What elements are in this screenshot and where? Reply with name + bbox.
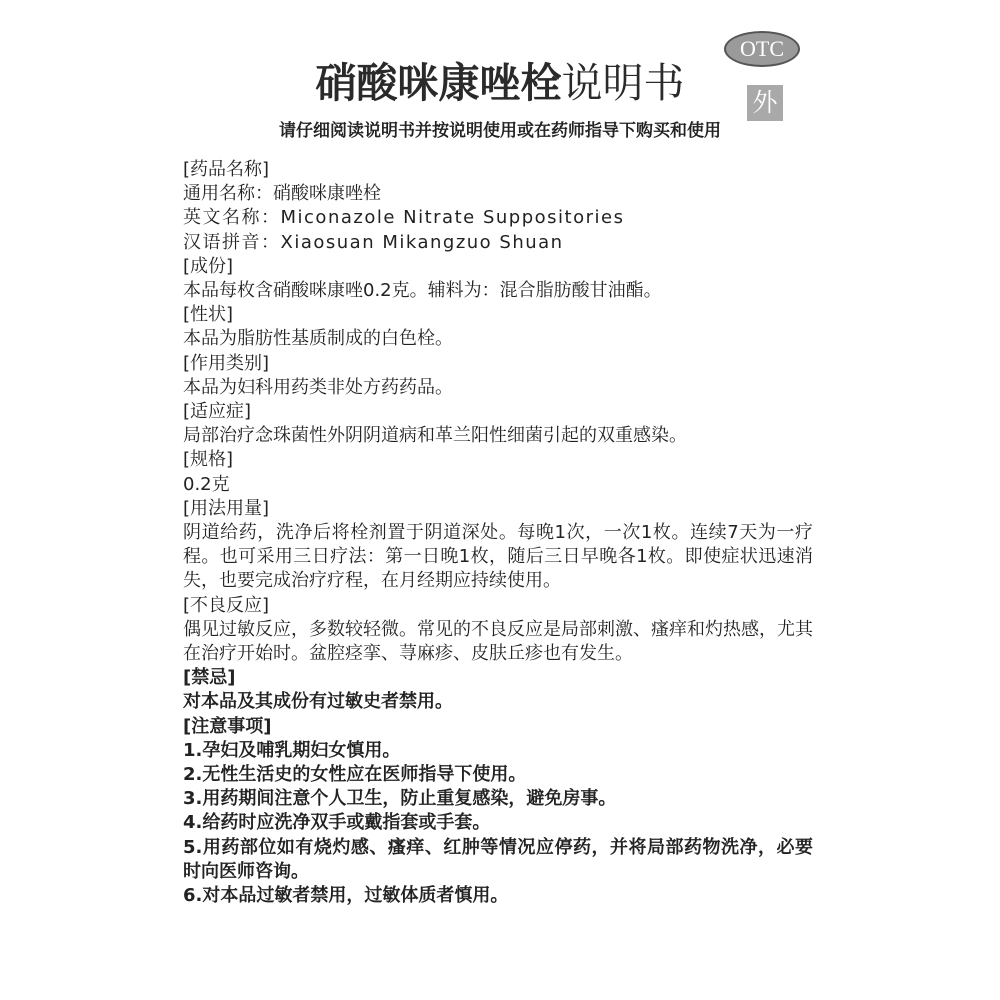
precaution-item: 5.用药部位如有烧灼感、瘙痒、红肿等情况应停药，并将局部药物洗净，必要时向医师咨询。 (183, 836, 813, 882)
subtitle-notice: 请仔细阅读说明书并按说明使用或在药师指导下购买和使用 (279, 121, 721, 141)
section-heading-ingredients: [成份] (183, 255, 234, 277)
generic-name: 通用名称：硝酸咪康唑栓 (183, 183, 381, 205)
section-heading-adverse-reactions: [不良反应] (183, 594, 270, 616)
title-drug-name: 硝酸咪康唑栓 (315, 59, 562, 107)
description-text: 本品为脂肪性基质制成的白色栓。 (183, 328, 453, 350)
precaution-item: 2.无性生活史的女性应在医师指导下使用。 (183, 764, 527, 786)
section-heading-indications: [适应症] (183, 401, 252, 423)
english-name: 英文名称：Miconazole Nitrate Suppositories (183, 207, 625, 229)
external-use-badge: 外 (747, 85, 783, 121)
dosage-text: 阴道给药，洗净后将栓剂置于阴道深处。每晚1次，一次1枚。连续7天为一疗程。也可采用三日疗法：第一日晚1枚，随后三日早晚各1枚。即使症状迅速消失，也要完成治疗疗程，在月经期应持续使用。 (183, 522, 813, 592)
section-heading-precautions: [注意事项] (183, 715, 272, 737)
section-heading-dosage: [用法用量] (183, 497, 270, 519)
pinyin-name: 汉语拼音：Xiaosuan Mikangzuo Shuan (183, 231, 564, 253)
precaution-item: 4.给药时应洗净双手或戴指套或手套。 (183, 812, 491, 834)
section-heading-drug-name: [药品名称] (183, 159, 270, 180)
precaution-item: 6.对本品过敏者禁用，过敏体质者慎用。 (183, 885, 509, 907)
section-heading-contraindications: [禁忌] (183, 667, 236, 689)
section-heading-description: [性状] (183, 304, 234, 326)
contraindications-text: 对本品及其成份有过敏史者禁用。 (183, 691, 453, 713)
adverse-reactions-text: 偶见过敏反应，多数较轻微。常见的不良反应是局部刺激、瘙痒和灼热感，尤其在治疗开始时。盆腔痉挛、荨麻疹、皮肤丘疹也有发生。 (183, 618, 813, 665)
title-leaflet: 说明书 (561, 59, 685, 107)
document-title (0, 58, 1000, 108)
specification-text: 0.2克 (183, 473, 230, 495)
ingredients-text: 本品每枚含硝酸咪康唑0.2克。辅料为：混合脂肪酸甘油酯。 (183, 280, 662, 302)
section-heading-specification: [规格] (183, 449, 234, 471)
leaflet-body (183, 158, 813, 908)
precaution-item: 3.用药期间注意个人卫生，防止重复感染，避免房事。 (183, 788, 617, 810)
otc-badge: OTC (724, 31, 800, 67)
indications-text: 局部治疗念珠菌性外阴阴道病和革兰阳性细菌引起的双重感染。 (183, 425, 687, 447)
category-text: 本品为妇科用药类非处方药药品。 (183, 376, 453, 398)
precaution-item: 1.孕妇及哺乳期妇女慎用。 (183, 739, 401, 761)
section-heading-category: [作用类别] (183, 352, 270, 374)
